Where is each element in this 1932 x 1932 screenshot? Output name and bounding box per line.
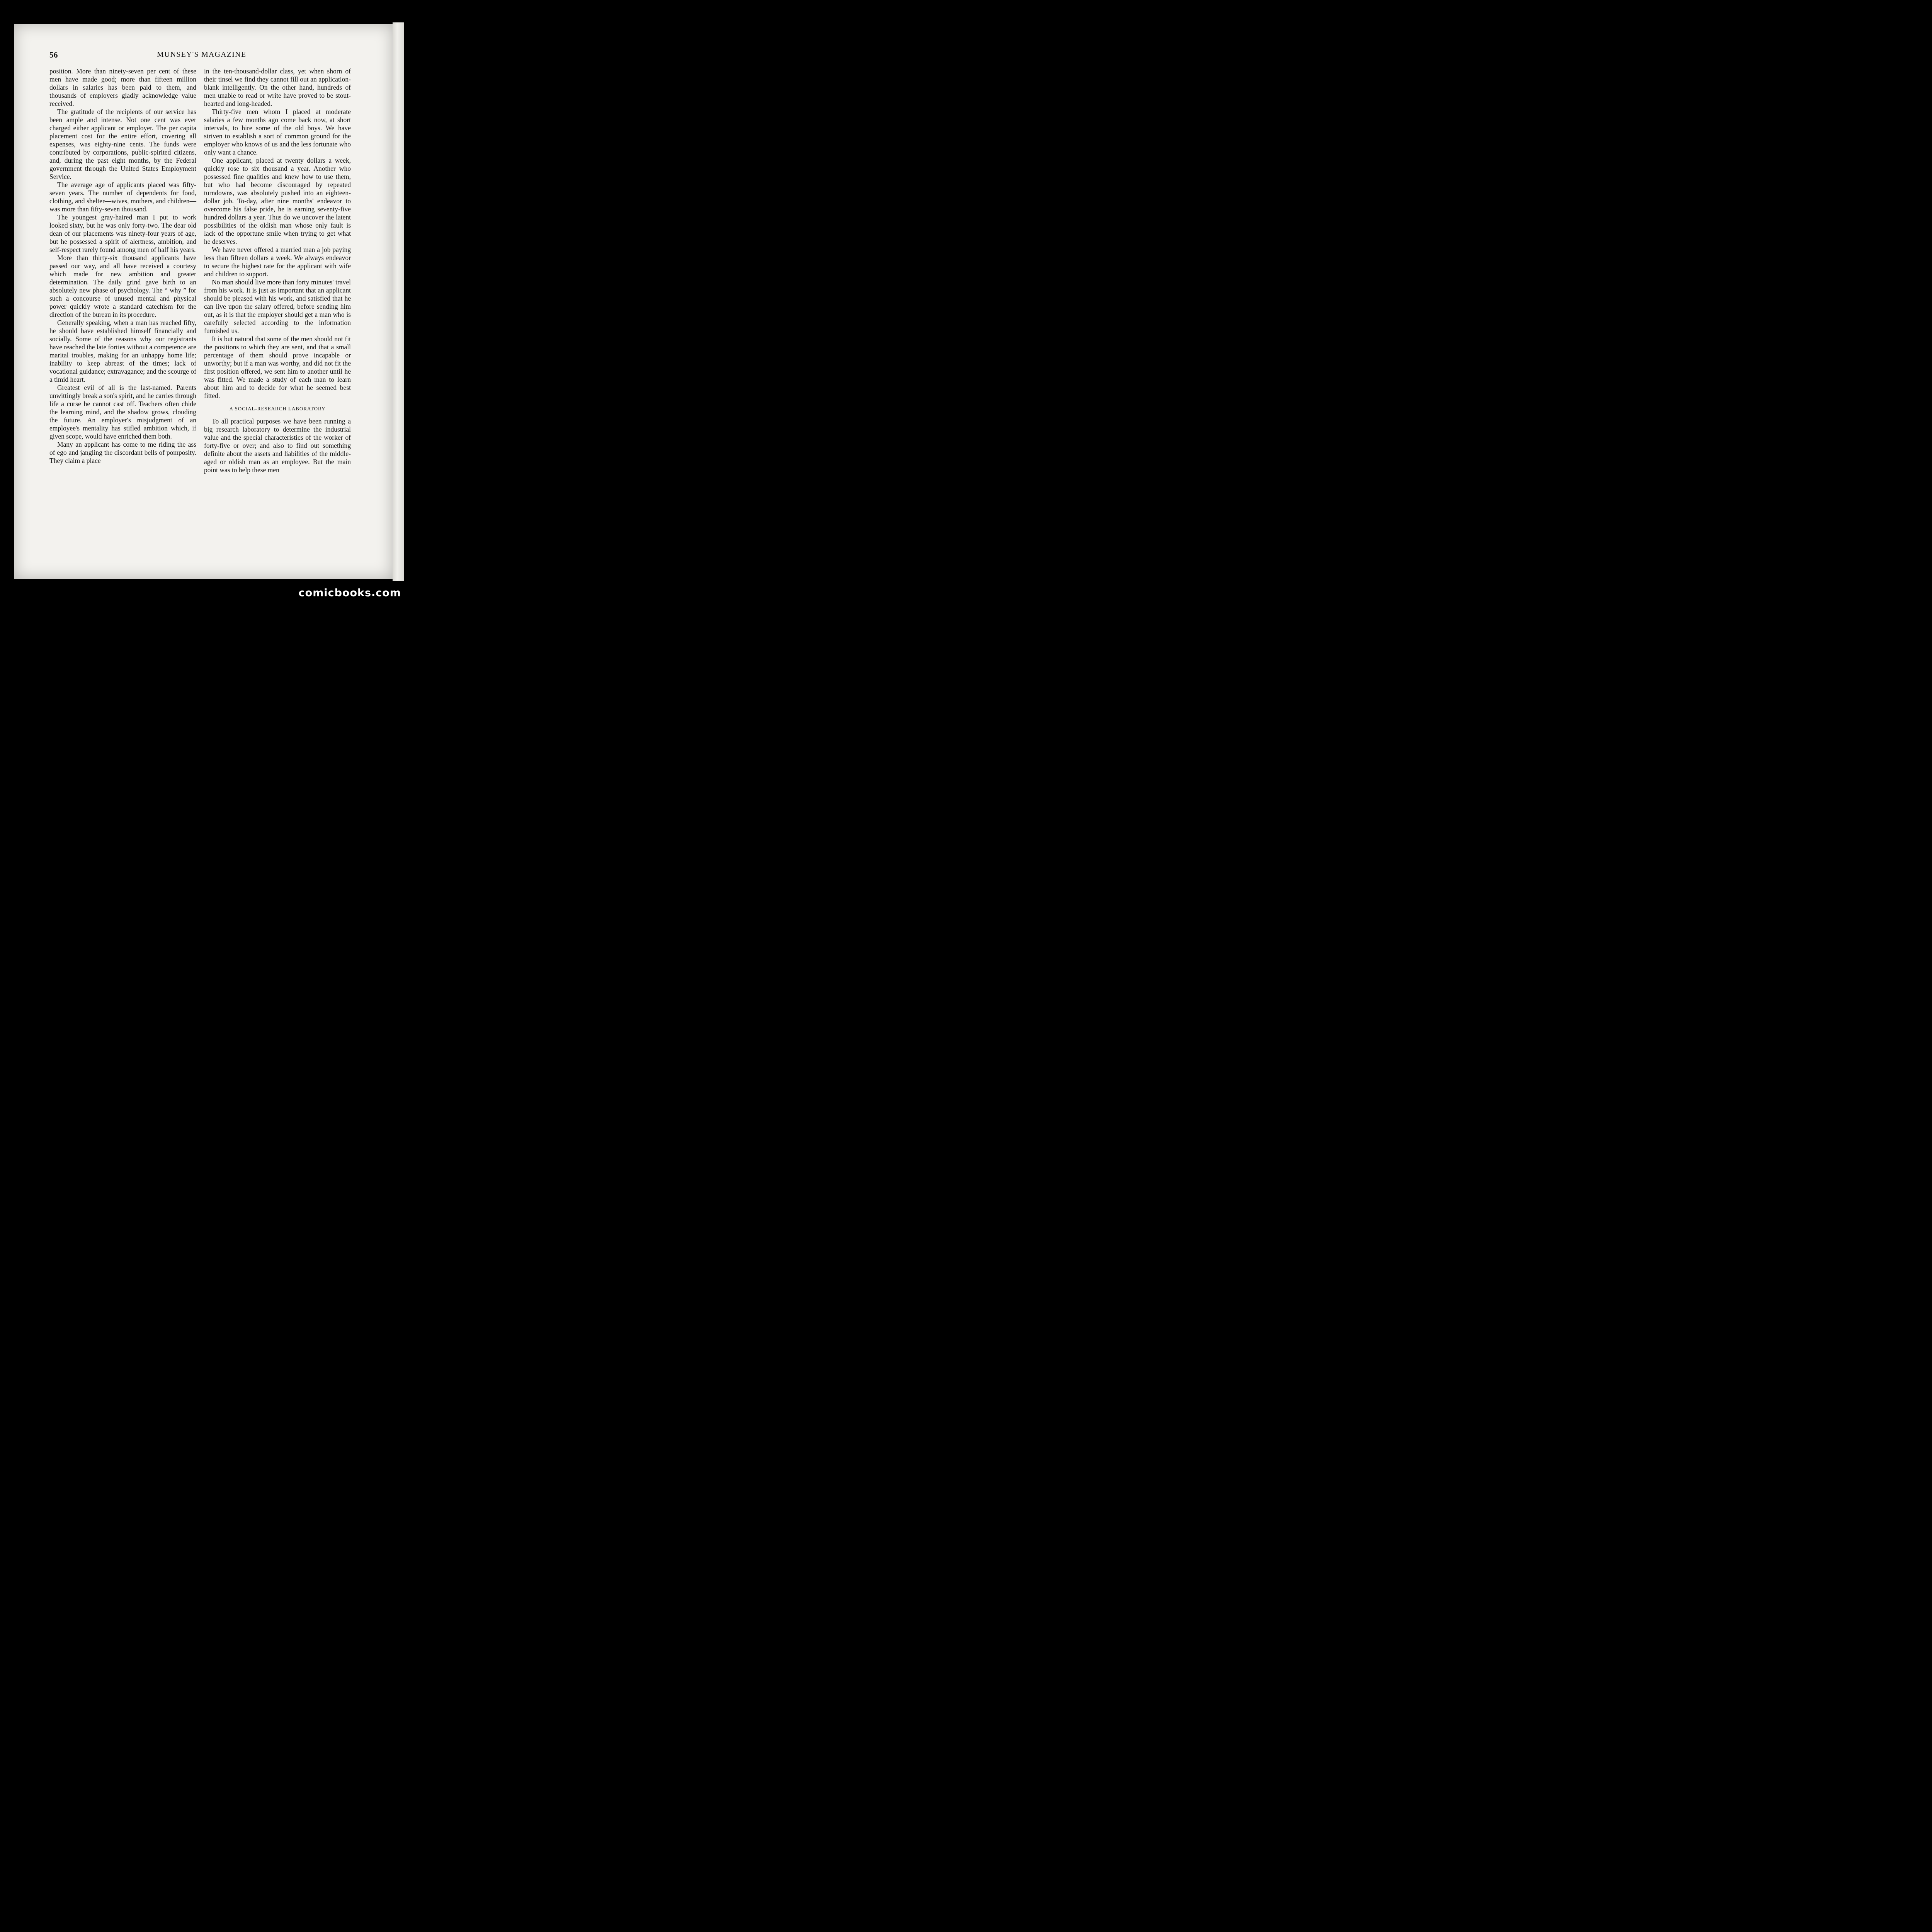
- page-header: [49, 49, 352, 62]
- paragraph: We have never offered a married man a job paying less than fifteen dollars a week. We always endeavor to secure the highest rate for the applicant with wife and children to support.: [204, 246, 351, 278]
- paragraph: Many an applicant has come to me riding the ass of ego and jangling the discordant bells of pomposity. They claim a place: [49, 440, 196, 464]
- paragraph: position. More than ninety-seven per cent of these men have made good; more than fifteen million dollars in salaries has been paid to them, and thousands of employers gladly acknowledge value received.: [49, 67, 196, 107]
- paragraph: To all practical purposes we have been running a big research laboratory to determine the industrial value and the special characteristics of the worker of forty-five or over; and also to find out something definite about the assets and liabilities of the middle-aged or oldish man as an employee. But the main point was to help these men: [204, 417, 351, 474]
- paragraph: Generally speaking, when a man has reached fifty, he should have established himself financially and socially. Some of the reasons why our registrants have reached the late forties without a competence are marital troubles, making for an unhappy home life; inability to keep abreast of the times; lack of vocational guidance; extravagance; and the scourge of a timid heart.: [49, 319, 196, 383]
- book-spine-edge: [393, 22, 404, 581]
- section-subheading: A SOCIAL-RESEARCH LABORATORY: [229, 406, 326, 412]
- paragraph: The gratitude of the recipients of our service has been ample and intense. Not one cent was ever charged either applicant or employer. The per capita placement cost for the entire effort, covering all expenses, was eighty-nine cents. The funds were contributed by corporations, public-spirited citizens, and, during the past eight months, by the Federal government through the United States Employment Service.: [49, 108, 196, 180]
- paragraph: The youngest gray-haired man I put to work looked sixty, but he was only forty-two. The dear old dean of our placements was ninety-four years of age, but he possessed a spirit of alertness, ambition, and self-respect rarely found among men of half his years.: [49, 213, 196, 253]
- paragraph: Greatest evil of all is the last-named. Parents unwittingly break a son's spirit, and he carries through life a curse he cannot cast off. Teachers often chide the learning mind, and the shadow grows, clouding the future. An employer's misjudgment of an employee's mentality has stifled ambition which, if given scope, would have enriched them both.: [49, 384, 196, 440]
- running-head: MUNSEY'S MAGAZINE: [157, 50, 247, 59]
- paragraph: One applicant, placed at twenty dollars a week, quickly rose to six thousand a year. Another who possessed fine qualities and knew how to use them, but who had become discouraged by repeated turndowns, was absolutely pushed into an eighteen-dollar job. To-day, after nine months' endeavor to overcome his false pride, he is earning seventy-five hundred dollars a year. Thus do we uncover the latent possibilities of the oldish man whose only fault is lack of the opportune smile when trying to get what he deserves.: [204, 156, 351, 245]
- watermark: comicbooks.com: [298, 587, 401, 599]
- paragraph: in the ten-thousand-dollar class, yet when shorn of their tinsel we find they cannot fill out an application-blank intelligently. On the other hand, hundreds of men unable to read or write have proved to be stout-hearted and long-headed.: [204, 67, 351, 107]
- left-column: [49, 67, 196, 465]
- paragraph: Thirty-five men whom I placed at moderate salaries a few months ago come back now, at short intervals, to hire some of the old boys. We have striven to establish a sort of common ground for the employer who knows of us and the less fortunate who only want a chance.: [204, 108, 351, 156]
- paragraph: The average age of applicants placed was fifty-seven years. The number of dependents for food, clothing, and shelter—wives, mothers, and children—was more than fifty-seven thousand.: [49, 181, 196, 213]
- page-number: 56: [49, 50, 58, 60]
- right-column: [204, 67, 351, 474]
- paragraph: More than thirty-six thousand applicants have passed our way, and all have received a courtesy which made for new ambition and greater determination. The daily grind gave birth to an absolutely new phase of psychology. The “ why ” for such a concourse of unused mental and physical power quickly wrote a standard catechism for the direction of the bureau in its procedure.: [49, 254, 196, 318]
- paragraph: It is but natural that some of the men should not fit the positions to which they are sent, and that a small percentage of them should prove incapable or unworthy; but if a man was worthy, and did not fit the first position offered, we sent him to another until he was fitted. We made a study of each man to learn about him and to decide for what he seemed best fitted.: [204, 335, 351, 400]
- paragraph: No man should live more than forty minutes' travel from his work. It is just as important that an applicant should be pleased with his work, and satisfied that he can live upon the salary offered, before sending him out, as it is that the employer should get a man who is carefully selected according to the information furnished us.: [204, 278, 351, 335]
